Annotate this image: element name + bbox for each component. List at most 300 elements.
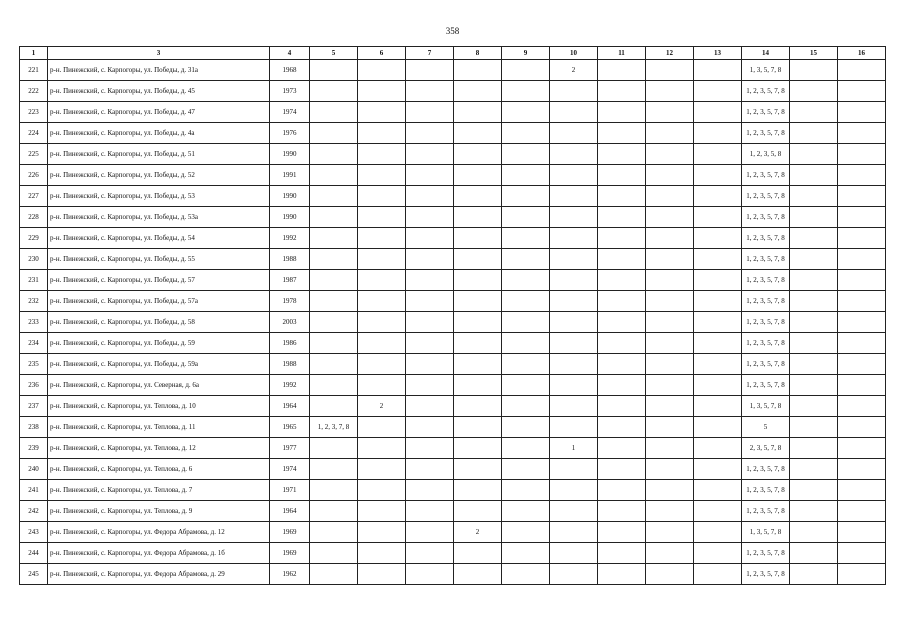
col11-cell [598, 81, 646, 102]
col10-cell [550, 228, 598, 249]
col10-cell [550, 417, 598, 438]
col15-cell [790, 501, 838, 522]
year-cell: 1969 [270, 522, 310, 543]
col7-cell [406, 522, 454, 543]
col5-cell [310, 186, 358, 207]
col10-cell [550, 207, 598, 228]
col10-cell [550, 501, 598, 522]
col6-cell [358, 270, 406, 291]
col14-cell: 1, 2, 3, 5, 7, 8 [742, 81, 790, 102]
address-cell: р-н. Пинежский, с. Карпогоры, ул. Победы, д. 51 [48, 144, 270, 165]
col7-cell [406, 144, 454, 165]
col12-cell [646, 354, 694, 375]
col7-cell [406, 501, 454, 522]
col9-cell [502, 438, 550, 459]
col5-cell [310, 144, 358, 165]
col11-cell [598, 123, 646, 144]
year-cell: 1969 [270, 543, 310, 564]
address-cell: р-н. Пинежский, с. Карпогоры, ул. Федора Абрамова, д. 29 [48, 564, 270, 585]
col14-cell: 1, 2, 3, 5, 7, 8 [742, 291, 790, 312]
col7-cell [406, 459, 454, 480]
col13-cell [694, 270, 742, 291]
col13-cell [694, 417, 742, 438]
col7-cell [406, 291, 454, 312]
col16-cell [838, 354, 886, 375]
col9-cell [502, 81, 550, 102]
col15-cell [790, 438, 838, 459]
address-cell: р-н. Пинежский, с. Карпогоры, ул. Победы, д. 45 [48, 81, 270, 102]
table-row [20, 501, 886, 522]
col16-cell [838, 144, 886, 165]
col7-cell [406, 60, 454, 81]
col15-cell [790, 165, 838, 186]
address-cell: р-н. Пинежский, с. Карпогоры, ул. Теплова, д. 9 [48, 501, 270, 522]
table-row [20, 522, 886, 543]
row-number-cell: 223 [20, 102, 48, 123]
col7-cell [406, 102, 454, 123]
col5-cell [310, 396, 358, 417]
col6-cell: 2 [358, 396, 406, 417]
row-number-cell: 221 [20, 60, 48, 81]
col7-cell [406, 375, 454, 396]
col14-cell: 1, 3, 5, 7, 8 [742, 60, 790, 81]
col16-cell [838, 102, 886, 123]
col11-cell [598, 312, 646, 333]
col13-cell [694, 60, 742, 81]
col9-cell [502, 480, 550, 501]
year-cell: 1990 [270, 144, 310, 165]
col11-cell [598, 186, 646, 207]
col8-cell [454, 501, 502, 522]
col11-cell [598, 459, 646, 480]
col15-cell [790, 291, 838, 312]
col12-cell [646, 480, 694, 501]
col8-cell [454, 354, 502, 375]
col6-cell [358, 81, 406, 102]
table-row [20, 144, 886, 165]
col12-cell [646, 249, 694, 270]
year-cell: 1977 [270, 438, 310, 459]
col6-cell [358, 459, 406, 480]
year-cell: 1992 [270, 228, 310, 249]
column-header-1: 1 [20, 47, 48, 60]
col5-cell [310, 354, 358, 375]
col6-cell [358, 144, 406, 165]
col11-cell [598, 333, 646, 354]
col12-cell [646, 60, 694, 81]
row-number-cell: 222 [20, 81, 48, 102]
row-number-cell: 238 [20, 417, 48, 438]
col10-cell [550, 375, 598, 396]
col15-cell [790, 480, 838, 501]
col13-cell [694, 522, 742, 543]
col5-cell [310, 480, 358, 501]
col16-cell [838, 417, 886, 438]
table-row [20, 417, 886, 438]
address-cell: р-н. Пинежский, с. Карпогоры, ул. Федора Абрамова, д. 1б [48, 543, 270, 564]
col5-cell [310, 270, 358, 291]
col10-cell [550, 270, 598, 291]
col7-cell [406, 123, 454, 144]
col12-cell [646, 375, 694, 396]
col14-cell: 1, 2, 3, 5, 7, 8 [742, 165, 790, 186]
col14-cell: 1, 2, 3, 5, 7, 8 [742, 228, 790, 249]
table-row [20, 375, 886, 396]
col10-cell [550, 102, 598, 123]
col16-cell [838, 501, 886, 522]
col5-cell [310, 60, 358, 81]
col15-cell [790, 81, 838, 102]
col6-cell [358, 102, 406, 123]
col7-cell [406, 249, 454, 270]
col10-cell [550, 522, 598, 543]
table-row [20, 186, 886, 207]
col10-cell [550, 144, 598, 165]
col11-cell [598, 417, 646, 438]
col15-cell [790, 228, 838, 249]
col12-cell [646, 207, 694, 228]
col12-cell [646, 438, 694, 459]
col13-cell [694, 165, 742, 186]
col6-cell [358, 417, 406, 438]
col10-cell [550, 564, 598, 585]
col12-cell [646, 543, 694, 564]
row-number-cell: 240 [20, 459, 48, 480]
table-row [20, 459, 886, 480]
col12-cell [646, 333, 694, 354]
col10-cell [550, 249, 598, 270]
col14-cell: 1, 2, 3, 5, 7, 8 [742, 459, 790, 480]
year-cell: 1964 [270, 501, 310, 522]
row-number-cell: 239 [20, 438, 48, 459]
row-number-cell: 242 [20, 501, 48, 522]
col15-cell [790, 312, 838, 333]
col13-cell [694, 207, 742, 228]
col5-cell [310, 207, 358, 228]
year-cell: 1978 [270, 291, 310, 312]
col7-cell [406, 165, 454, 186]
col5-cell [310, 81, 358, 102]
col8-cell [454, 333, 502, 354]
col16-cell [838, 438, 886, 459]
row-number-cell: 226 [20, 165, 48, 186]
row-number-cell: 231 [20, 270, 48, 291]
col7-cell [406, 270, 454, 291]
col8-cell [454, 312, 502, 333]
col9-cell [502, 396, 550, 417]
col12-cell [646, 291, 694, 312]
col9-cell [502, 207, 550, 228]
col5-cell: 1, 2, 3, 7, 8 [310, 417, 358, 438]
col12-cell [646, 417, 694, 438]
col14-cell: 1, 3, 5, 7, 8 [742, 522, 790, 543]
col7-cell [406, 186, 454, 207]
year-cell: 1968 [270, 60, 310, 81]
row-number-cell: 234 [20, 333, 48, 354]
col8-cell [454, 396, 502, 417]
col11-cell [598, 60, 646, 81]
col13-cell [694, 480, 742, 501]
column-header-15: 15 [790, 47, 838, 60]
col13-cell [694, 501, 742, 522]
col13-cell [694, 228, 742, 249]
col10-cell [550, 186, 598, 207]
address-cell: р-н. Пинежский, с. Карпогоры, ул. Победы, д. 4а [48, 123, 270, 144]
col5-cell [310, 102, 358, 123]
table-row [20, 102, 886, 123]
col6-cell [358, 438, 406, 459]
col6-cell [358, 207, 406, 228]
address-cell: р-н. Пинежский, с. Карпогоры, ул. Победы, д. 52 [48, 165, 270, 186]
col11-cell [598, 354, 646, 375]
col15-cell [790, 417, 838, 438]
table-row [20, 165, 886, 186]
col6-cell [358, 501, 406, 522]
col16-cell [838, 81, 886, 102]
col11-cell [598, 102, 646, 123]
col5-cell [310, 522, 358, 543]
column-header-16: 16 [838, 47, 886, 60]
col11-cell [598, 480, 646, 501]
column-header-3: 3 [48, 47, 270, 60]
col10-cell [550, 480, 598, 501]
col15-cell [790, 564, 838, 585]
column-header-12: 12 [646, 47, 694, 60]
col9-cell [502, 249, 550, 270]
col11-cell [598, 438, 646, 459]
col14-cell: 1, 2, 3, 5, 7, 8 [742, 480, 790, 501]
col7-cell [406, 417, 454, 438]
col5-cell [310, 501, 358, 522]
col16-cell [838, 522, 886, 543]
col11-cell [598, 249, 646, 270]
col10-cell [550, 459, 598, 480]
col5-cell [310, 333, 358, 354]
col16-cell [838, 165, 886, 186]
col16-cell [838, 333, 886, 354]
row-number-cell: 229 [20, 228, 48, 249]
col16-cell [838, 60, 886, 81]
address-cell: р-н. Пинежский, с. Карпогоры, ул. Победы, д. 59а [48, 354, 270, 375]
col9-cell [502, 312, 550, 333]
col13-cell [694, 102, 742, 123]
row-number-cell: 243 [20, 522, 48, 543]
col7-cell [406, 354, 454, 375]
column-header-5: 5 [310, 47, 358, 60]
col9-cell [502, 354, 550, 375]
col7-cell [406, 396, 454, 417]
address-cell: р-н. Пинежский, с. Карпогоры, ул. Победы, д. 57 [48, 270, 270, 291]
col12-cell [646, 312, 694, 333]
address-cell: р-н. Пинежский, с. Карпогоры, ул. Победы, д. 54 [48, 228, 270, 249]
col13-cell [694, 564, 742, 585]
col13-cell [694, 459, 742, 480]
col6-cell [358, 291, 406, 312]
col16-cell [838, 396, 886, 417]
col13-cell [694, 354, 742, 375]
address-cell: р-н. Пинежский, с. Карпогоры, ул. Победы, д. 53 [48, 186, 270, 207]
col10-cell [550, 165, 598, 186]
col11-cell [598, 564, 646, 585]
table-row [20, 249, 886, 270]
col9-cell [502, 270, 550, 291]
year-cell: 1991 [270, 165, 310, 186]
row-number-cell: 233 [20, 312, 48, 333]
column-header-9: 9 [502, 47, 550, 60]
row-number-cell: 236 [20, 375, 48, 396]
col10-cell: 1 [550, 438, 598, 459]
col14-cell: 1, 2, 3, 5, 7, 8 [742, 123, 790, 144]
col15-cell [790, 396, 838, 417]
col14-cell: 1, 2, 3, 5, 8 [742, 144, 790, 165]
col14-cell: 1, 2, 3, 5, 7, 8 [742, 333, 790, 354]
col11-cell [598, 228, 646, 249]
year-cell: 1974 [270, 459, 310, 480]
col11-cell [598, 522, 646, 543]
col13-cell [694, 543, 742, 564]
col9-cell [502, 543, 550, 564]
table-row [20, 81, 886, 102]
col5-cell [310, 543, 358, 564]
table-row [20, 228, 886, 249]
col7-cell [406, 207, 454, 228]
col12-cell [646, 123, 694, 144]
col14-cell: 1, 2, 3, 5, 7, 8 [742, 564, 790, 585]
year-cell: 1973 [270, 81, 310, 102]
col16-cell [838, 375, 886, 396]
col13-cell [694, 123, 742, 144]
col9-cell [502, 123, 550, 144]
col11-cell [598, 396, 646, 417]
col6-cell [358, 375, 406, 396]
col7-cell [406, 81, 454, 102]
col6-cell [358, 354, 406, 375]
table-row [20, 207, 886, 228]
year-cell: 1962 [270, 564, 310, 585]
col9-cell [502, 375, 550, 396]
col8-cell [454, 186, 502, 207]
col12-cell [646, 102, 694, 123]
col9-cell [502, 564, 550, 585]
col11-cell [598, 375, 646, 396]
col15-cell [790, 333, 838, 354]
year-cell: 1971 [270, 480, 310, 501]
address-cell: р-н. Пинежский, с. Карпогоры, ул. Победы, д. 57а [48, 291, 270, 312]
col15-cell [790, 249, 838, 270]
col7-cell [406, 438, 454, 459]
col13-cell [694, 144, 742, 165]
col13-cell [694, 333, 742, 354]
col15-cell [790, 102, 838, 123]
address-cell: р-н. Пинежский, с. Карпогоры, ул. Теплова, д. 6 [48, 459, 270, 480]
col12-cell [646, 228, 694, 249]
col11-cell [598, 291, 646, 312]
row-number-cell: 225 [20, 144, 48, 165]
col16-cell [838, 564, 886, 585]
year-cell: 1990 [270, 207, 310, 228]
col9-cell [502, 228, 550, 249]
table-row [20, 564, 886, 585]
column-header-8: 8 [454, 47, 502, 60]
col8-cell [454, 459, 502, 480]
col11-cell [598, 165, 646, 186]
col7-cell [406, 480, 454, 501]
year-cell: 1964 [270, 396, 310, 417]
col6-cell [358, 522, 406, 543]
col5-cell [310, 123, 358, 144]
col8-cell [454, 60, 502, 81]
col13-cell [694, 438, 742, 459]
col15-cell [790, 543, 838, 564]
row-number-cell: 241 [20, 480, 48, 501]
col5-cell [310, 291, 358, 312]
col16-cell [838, 123, 886, 144]
col11-cell [598, 270, 646, 291]
col7-cell [406, 333, 454, 354]
col6-cell [358, 165, 406, 186]
col14-cell: 1, 2, 3, 5, 7, 8 [742, 186, 790, 207]
year-cell: 1990 [270, 186, 310, 207]
col15-cell [790, 270, 838, 291]
col5-cell [310, 564, 358, 585]
col11-cell [598, 207, 646, 228]
col8-cell [454, 207, 502, 228]
year-cell: 1965 [270, 417, 310, 438]
col7-cell [406, 543, 454, 564]
address-cell: р-н. Пинежский, с. Карпогоры, ул. Победы, д. 53а [48, 207, 270, 228]
col14-cell: 1, 2, 3, 5, 7, 8 [742, 375, 790, 396]
col8-cell: 2 [454, 522, 502, 543]
col9-cell [502, 186, 550, 207]
year-cell: 1992 [270, 375, 310, 396]
column-header-4: 4 [270, 47, 310, 60]
col10-cell [550, 333, 598, 354]
row-number-cell: 228 [20, 207, 48, 228]
year-cell: 1988 [270, 249, 310, 270]
col6-cell [358, 228, 406, 249]
col9-cell [502, 522, 550, 543]
col8-cell [454, 564, 502, 585]
col10-cell [550, 396, 598, 417]
col13-cell [694, 81, 742, 102]
row-number-cell: 237 [20, 396, 48, 417]
col6-cell [358, 249, 406, 270]
address-cell: р-н. Пинежский, с. Карпогоры, ул. Теплова, д. 12 [48, 438, 270, 459]
col10-cell [550, 291, 598, 312]
col9-cell [502, 501, 550, 522]
col15-cell [790, 60, 838, 81]
table-row [20, 543, 886, 564]
col13-cell [694, 375, 742, 396]
col9-cell [502, 459, 550, 480]
col5-cell [310, 228, 358, 249]
col11-cell [598, 501, 646, 522]
col14-cell: 1, 2, 3, 5, 7, 8 [742, 102, 790, 123]
year-cell: 1974 [270, 102, 310, 123]
row-number-cell: 224 [20, 123, 48, 144]
address-cell: р-н. Пинежский, с. Карпогоры, ул. Теплова, д. 11 [48, 417, 270, 438]
col10-cell: 2 [550, 60, 598, 81]
col8-cell [454, 438, 502, 459]
row-number-cell: 244 [20, 543, 48, 564]
col12-cell [646, 144, 694, 165]
year-cell: 2003 [270, 312, 310, 333]
col16-cell [838, 543, 886, 564]
col14-cell: 1, 2, 3, 5, 7, 8 [742, 354, 790, 375]
col8-cell [454, 102, 502, 123]
row-number-cell: 235 [20, 354, 48, 375]
column-header-7: 7 [406, 47, 454, 60]
